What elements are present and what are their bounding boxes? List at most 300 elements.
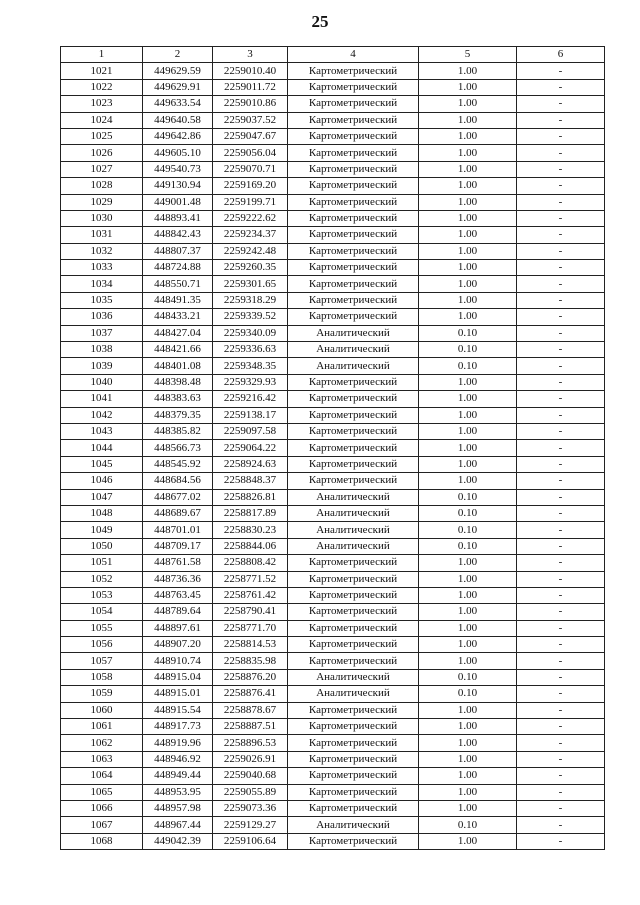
method-cell: Картометрический	[288, 79, 419, 95]
table-row	[61, 358, 605, 374]
x-coordinate-cell: 449629.91	[143, 79, 213, 95]
x-coordinate-cell: 448401.08	[143, 358, 213, 374]
point-number-cell: 1040	[61, 374, 143, 390]
method-cell: Аналитический	[288, 817, 419, 833]
note-cell: -	[517, 342, 605, 358]
accuracy-cell: 1.00	[419, 96, 517, 112]
note-cell: -	[517, 571, 605, 587]
y-coordinate-cell: 2259340.09	[213, 325, 288, 341]
y-coordinate-cell: 2259055.89	[213, 784, 288, 800]
accuracy-cell: 1.00	[419, 145, 517, 161]
table-row	[61, 407, 605, 423]
y-coordinate-cell: 2259056.04	[213, 145, 288, 161]
note-cell: -	[517, 719, 605, 735]
y-coordinate-cell: 2258790.41	[213, 604, 288, 620]
coordinates-table	[60, 46, 605, 850]
method-cell: Картометрический	[288, 96, 419, 112]
y-coordinate-cell: 2259040.68	[213, 768, 288, 784]
y-coordinate-cell: 2258830.23	[213, 522, 288, 538]
note-cell: -	[517, 374, 605, 390]
accuracy-cell: 0.10	[419, 342, 517, 358]
method-cell: Картометрический	[288, 260, 419, 276]
x-coordinate-cell: 448919.96	[143, 735, 213, 751]
note-cell: -	[517, 276, 605, 292]
note-cell: -	[517, 555, 605, 571]
point-number-cell: 1047	[61, 489, 143, 505]
accuracy-cell: 1.00	[419, 407, 517, 423]
y-coordinate-cell: 2259234.37	[213, 227, 288, 243]
x-coordinate-cell: 448842.43	[143, 227, 213, 243]
accuracy-cell: 1.00	[419, 702, 517, 718]
x-coordinate-cell: 449629.59	[143, 63, 213, 79]
method-cell: Аналитический	[288, 325, 419, 341]
x-coordinate-cell: 448736.36	[143, 571, 213, 587]
note-cell: -	[517, 112, 605, 128]
y-coordinate-cell: 2259169.20	[213, 178, 288, 194]
point-number-cell: 1037	[61, 325, 143, 341]
method-cell: Картометрический	[288, 423, 419, 439]
accuracy-cell: 1.00	[419, 620, 517, 636]
y-coordinate-cell: 2259064.22	[213, 440, 288, 456]
note-cell: -	[517, 358, 605, 374]
method-cell: Картометрический	[288, 620, 419, 636]
y-coordinate-cell: 2259026.91	[213, 751, 288, 767]
accuracy-cell: 1.00	[419, 768, 517, 784]
method-cell: Картометрический	[288, 587, 419, 603]
note-cell: -	[517, 145, 605, 161]
x-coordinate-cell: 448427.04	[143, 325, 213, 341]
table-row	[61, 751, 605, 767]
point-number-cell: 1026	[61, 145, 143, 161]
method-cell: Картометрический	[288, 145, 419, 161]
x-coordinate-cell: 448907.20	[143, 637, 213, 653]
note-cell: -	[517, 637, 605, 653]
accuracy-cell: 1.00	[419, 423, 517, 439]
y-coordinate-cell: 2259047.67	[213, 128, 288, 144]
table-row	[61, 342, 605, 358]
method-cell: Картометрический	[288, 227, 419, 243]
note-cell: -	[517, 784, 605, 800]
point-number-cell: 1064	[61, 768, 143, 784]
table-row	[61, 817, 605, 833]
note-cell: -	[517, 194, 605, 210]
method-cell: Картометрический	[288, 128, 419, 144]
note-cell: -	[517, 620, 605, 636]
method-cell: Картометрический	[288, 571, 419, 587]
note-cell: -	[517, 79, 605, 95]
table-row	[61, 440, 605, 456]
table-row	[61, 571, 605, 587]
x-coordinate-cell: 448946.92	[143, 751, 213, 767]
accuracy-cell: 0.10	[419, 669, 517, 685]
method-cell: Картометрический	[288, 751, 419, 767]
point-number-cell: 1055	[61, 620, 143, 636]
y-coordinate-cell: 2259010.86	[213, 96, 288, 112]
method-cell: Картометрический	[288, 243, 419, 259]
y-coordinate-cell: 2259339.52	[213, 309, 288, 325]
x-coordinate-cell: 449640.58	[143, 112, 213, 128]
x-coordinate-cell: 448789.64	[143, 604, 213, 620]
note-cell: -	[517, 505, 605, 521]
note-cell: -	[517, 538, 605, 554]
x-coordinate-cell: 449605.10	[143, 145, 213, 161]
y-coordinate-cell: 2258826.81	[213, 489, 288, 505]
note-cell: -	[517, 489, 605, 505]
accuracy-cell: 1.00	[419, 833, 517, 849]
point-number-cell: 1036	[61, 309, 143, 325]
point-number-cell: 1035	[61, 292, 143, 308]
x-coordinate-cell: 448893.41	[143, 210, 213, 226]
accuracy-cell: 1.00	[419, 161, 517, 177]
y-coordinate-cell: 2259329.93	[213, 374, 288, 390]
point-number-cell: 1023	[61, 96, 143, 112]
note-cell: -	[517, 292, 605, 308]
method-cell: Аналитический	[288, 505, 419, 521]
table-row	[61, 702, 605, 718]
point-number-cell: 1061	[61, 719, 143, 735]
note-cell: -	[517, 260, 605, 276]
y-coordinate-cell: 2259222.62	[213, 210, 288, 226]
y-coordinate-cell: 2258771.70	[213, 620, 288, 636]
method-cell: Аналитический	[288, 538, 419, 554]
point-number-cell: 1031	[61, 227, 143, 243]
table-header-row	[61, 47, 605, 63]
accuracy-cell: 1.00	[419, 112, 517, 128]
y-coordinate-cell: 2258771.52	[213, 571, 288, 587]
method-cell: Картометрический	[288, 473, 419, 489]
y-coordinate-cell: 2258814.53	[213, 637, 288, 653]
note-cell: -	[517, 686, 605, 702]
table-row	[61, 423, 605, 439]
accuracy-cell: 1.00	[419, 194, 517, 210]
method-cell: Картометрический	[288, 292, 419, 308]
table-row	[61, 96, 605, 112]
y-coordinate-cell: 2259242.48	[213, 243, 288, 259]
column-header: 4	[288, 47, 419, 63]
method-cell: Картометрический	[288, 637, 419, 653]
accuracy-cell: 1.00	[419, 440, 517, 456]
point-number-cell: 1025	[61, 128, 143, 144]
x-coordinate-cell: 448953.95	[143, 784, 213, 800]
method-cell: Картометрический	[288, 112, 419, 128]
accuracy-cell: 1.00	[419, 571, 517, 587]
method-cell: Картометрический	[288, 784, 419, 800]
x-coordinate-cell: 449130.94	[143, 178, 213, 194]
note-cell: -	[517, 604, 605, 620]
point-number-cell: 1062	[61, 735, 143, 751]
table-row	[61, 194, 605, 210]
x-coordinate-cell: 448915.54	[143, 702, 213, 718]
method-cell: Картометрический	[288, 800, 419, 816]
accuracy-cell: 0.10	[419, 817, 517, 833]
accuracy-cell: 1.00	[419, 63, 517, 79]
x-coordinate-cell: 449042.39	[143, 833, 213, 849]
accuracy-cell: 1.00	[419, 751, 517, 767]
accuracy-cell: 1.00	[419, 292, 517, 308]
table-row	[61, 735, 605, 751]
accuracy-cell: 1.00	[419, 391, 517, 407]
method-cell: Картометрический	[288, 276, 419, 292]
note-cell: -	[517, 128, 605, 144]
x-coordinate-cell: 449642.86	[143, 128, 213, 144]
accuracy-cell: 0.10	[419, 686, 517, 702]
note-cell: -	[517, 325, 605, 341]
method-cell: Картометрический	[288, 653, 419, 669]
table-row	[61, 161, 605, 177]
method-cell: Аналитический	[288, 358, 419, 374]
method-cell: Картометрический	[288, 833, 419, 849]
y-coordinate-cell: 2259011.72	[213, 79, 288, 95]
x-coordinate-cell: 448398.48	[143, 374, 213, 390]
column-header: 1	[61, 47, 143, 63]
method-cell: Аналитический	[288, 489, 419, 505]
x-coordinate-cell: 448761.58	[143, 555, 213, 571]
note-cell: -	[517, 800, 605, 816]
table-row	[61, 637, 605, 653]
y-coordinate-cell: 2259318.29	[213, 292, 288, 308]
accuracy-cell: 1.00	[419, 243, 517, 259]
table-row	[61, 522, 605, 538]
y-coordinate-cell: 2258887.51	[213, 719, 288, 735]
y-coordinate-cell: 2258817.89	[213, 505, 288, 521]
point-number-cell: 1060	[61, 702, 143, 718]
x-coordinate-cell: 449001.48	[143, 194, 213, 210]
x-coordinate-cell: 448677.02	[143, 489, 213, 505]
table-row	[61, 555, 605, 571]
y-coordinate-cell: 2259260.35	[213, 260, 288, 276]
method-cell: Картометрический	[288, 604, 419, 620]
point-number-cell: 1033	[61, 260, 143, 276]
accuracy-cell: 1.00	[419, 79, 517, 95]
point-number-cell: 1028	[61, 178, 143, 194]
table-row	[61, 505, 605, 521]
table-body	[61, 63, 605, 850]
table-row	[61, 243, 605, 259]
x-coordinate-cell: 448491.35	[143, 292, 213, 308]
method-cell: Картометрический	[288, 456, 419, 472]
page-number: 25	[311, 12, 329, 31]
x-coordinate-cell: 448379.35	[143, 407, 213, 423]
table-row	[61, 538, 605, 554]
method-cell: Картометрический	[288, 210, 419, 226]
point-number-cell: 1067	[61, 817, 143, 833]
point-number-cell: 1027	[61, 161, 143, 177]
y-coordinate-cell: 2259010.40	[213, 63, 288, 79]
x-coordinate-cell: 448385.82	[143, 423, 213, 439]
table-row	[61, 653, 605, 669]
point-number-cell: 1042	[61, 407, 143, 423]
x-coordinate-cell: 448550.71	[143, 276, 213, 292]
x-coordinate-cell: 448433.21	[143, 309, 213, 325]
table-row	[61, 79, 605, 95]
table-row	[61, 292, 605, 308]
accuracy-cell: 1.00	[419, 260, 517, 276]
method-cell: Аналитический	[288, 342, 419, 358]
accuracy-cell: 1.00	[419, 210, 517, 226]
accuracy-cell: 1.00	[419, 555, 517, 571]
table-row	[61, 800, 605, 816]
accuracy-cell: 1.00	[419, 227, 517, 243]
point-number-cell: 1050	[61, 538, 143, 554]
table-row	[61, 669, 605, 685]
y-coordinate-cell: 2259106.64	[213, 833, 288, 849]
method-cell: Картометрический	[288, 161, 419, 177]
table-row	[61, 260, 605, 276]
table-row	[61, 145, 605, 161]
method-cell: Аналитический	[288, 522, 419, 538]
accuracy-cell: 0.10	[419, 358, 517, 374]
table-row	[61, 63, 605, 79]
y-coordinate-cell: 2259216.42	[213, 391, 288, 407]
note-cell: -	[517, 391, 605, 407]
x-coordinate-cell: 449633.54	[143, 96, 213, 112]
point-number-cell: 1039	[61, 358, 143, 374]
note-cell: -	[517, 702, 605, 718]
note-cell: -	[517, 833, 605, 849]
accuracy-cell: 1.00	[419, 128, 517, 144]
note-cell: -	[517, 653, 605, 669]
accuracy-cell: 1.00	[419, 456, 517, 472]
x-coordinate-cell: 448701.01	[143, 522, 213, 538]
note-cell: -	[517, 456, 605, 472]
method-cell: Картометрический	[288, 555, 419, 571]
method-cell: Картометрический	[288, 194, 419, 210]
point-number-cell: 1032	[61, 243, 143, 259]
point-number-cell: 1053	[61, 587, 143, 603]
x-coordinate-cell: 448724.88	[143, 260, 213, 276]
y-coordinate-cell: 2258808.42	[213, 555, 288, 571]
note-cell: -	[517, 473, 605, 489]
note-cell: -	[517, 243, 605, 259]
y-coordinate-cell: 2259070.71	[213, 161, 288, 177]
accuracy-cell: 1.00	[419, 735, 517, 751]
table-row	[61, 112, 605, 128]
table-row	[61, 227, 605, 243]
point-number-cell: 1066	[61, 800, 143, 816]
y-coordinate-cell: 2259037.52	[213, 112, 288, 128]
point-number-cell: 1034	[61, 276, 143, 292]
accuracy-cell: 1.00	[419, 719, 517, 735]
note-cell: -	[517, 751, 605, 767]
y-coordinate-cell: 2258848.37	[213, 473, 288, 489]
method-cell: Картометрический	[288, 768, 419, 784]
y-coordinate-cell: 2258844.06	[213, 538, 288, 554]
column-header: 5	[419, 47, 517, 63]
note-cell: -	[517, 587, 605, 603]
accuracy-cell: 1.00	[419, 276, 517, 292]
note-cell: -	[517, 309, 605, 325]
accuracy-cell: 1.00	[419, 637, 517, 653]
point-number-cell: 1048	[61, 505, 143, 521]
method-cell: Картометрический	[288, 719, 419, 735]
y-coordinate-cell: 2258896.53	[213, 735, 288, 751]
note-cell: -	[517, 407, 605, 423]
y-coordinate-cell: 2258876.41	[213, 686, 288, 702]
accuracy-cell: 0.10	[419, 325, 517, 341]
table-row	[61, 374, 605, 390]
table-row	[61, 325, 605, 341]
point-number-cell: 1058	[61, 669, 143, 685]
accuracy-cell: 1.00	[419, 653, 517, 669]
table-row	[61, 686, 605, 702]
table-row	[61, 210, 605, 226]
table-row	[61, 276, 605, 292]
x-coordinate-cell: 448917.73	[143, 719, 213, 735]
note-cell: -	[517, 440, 605, 456]
table-row	[61, 587, 605, 603]
point-number-cell: 1054	[61, 604, 143, 620]
x-coordinate-cell: 448897.61	[143, 620, 213, 636]
table-row	[61, 391, 605, 407]
accuracy-cell: 1.00	[419, 800, 517, 816]
table-row	[61, 768, 605, 784]
y-coordinate-cell: 2258835.98	[213, 653, 288, 669]
method-cell: Картометрический	[288, 374, 419, 390]
column-header: 6	[517, 47, 605, 63]
table-row	[61, 604, 605, 620]
x-coordinate-cell: 448566.73	[143, 440, 213, 456]
column-header: 3	[213, 47, 288, 63]
note-cell: -	[517, 817, 605, 833]
method-cell: Картометрический	[288, 309, 419, 325]
x-coordinate-cell: 448689.67	[143, 505, 213, 521]
table-row	[61, 719, 605, 735]
point-number-cell: 1068	[61, 833, 143, 849]
point-number-cell: 1056	[61, 637, 143, 653]
table-row	[61, 309, 605, 325]
point-number-cell: 1046	[61, 473, 143, 489]
x-coordinate-cell: 448709.17	[143, 538, 213, 554]
method-cell: Картометрический	[288, 702, 419, 718]
point-number-cell: 1057	[61, 653, 143, 669]
table-row	[61, 489, 605, 505]
accuracy-cell: 0.10	[419, 538, 517, 554]
point-number-cell: 1038	[61, 342, 143, 358]
note-cell: -	[517, 768, 605, 784]
x-coordinate-cell: 448910.74	[143, 653, 213, 669]
accuracy-cell: 1.00	[419, 473, 517, 489]
note-cell: -	[517, 522, 605, 538]
method-cell: Картометрический	[288, 440, 419, 456]
method-cell: Картометрический	[288, 63, 419, 79]
point-number-cell: 1041	[61, 391, 143, 407]
x-coordinate-cell: 448957.98	[143, 800, 213, 816]
point-number-cell: 1021	[61, 63, 143, 79]
method-cell: Картометрический	[288, 391, 419, 407]
point-number-cell: 1029	[61, 194, 143, 210]
accuracy-cell: 1.00	[419, 784, 517, 800]
x-coordinate-cell: 449540.73	[143, 161, 213, 177]
note-cell: -	[517, 227, 605, 243]
point-number-cell: 1022	[61, 79, 143, 95]
x-coordinate-cell: 448949.44	[143, 768, 213, 784]
x-coordinate-cell: 448967.44	[143, 817, 213, 833]
accuracy-cell: 1.00	[419, 604, 517, 620]
table-row	[61, 473, 605, 489]
x-coordinate-cell: 448684.56	[143, 473, 213, 489]
point-number-cell: 1059	[61, 686, 143, 702]
point-number-cell: 1052	[61, 571, 143, 587]
table-row	[61, 833, 605, 849]
accuracy-cell: 0.10	[419, 489, 517, 505]
y-coordinate-cell: 2259301.65	[213, 276, 288, 292]
table-row	[61, 456, 605, 472]
accuracy-cell: 1.00	[419, 374, 517, 390]
method-cell: Аналитический	[288, 669, 419, 685]
note-cell: -	[517, 669, 605, 685]
note-cell: -	[517, 735, 605, 751]
note-cell: -	[517, 63, 605, 79]
